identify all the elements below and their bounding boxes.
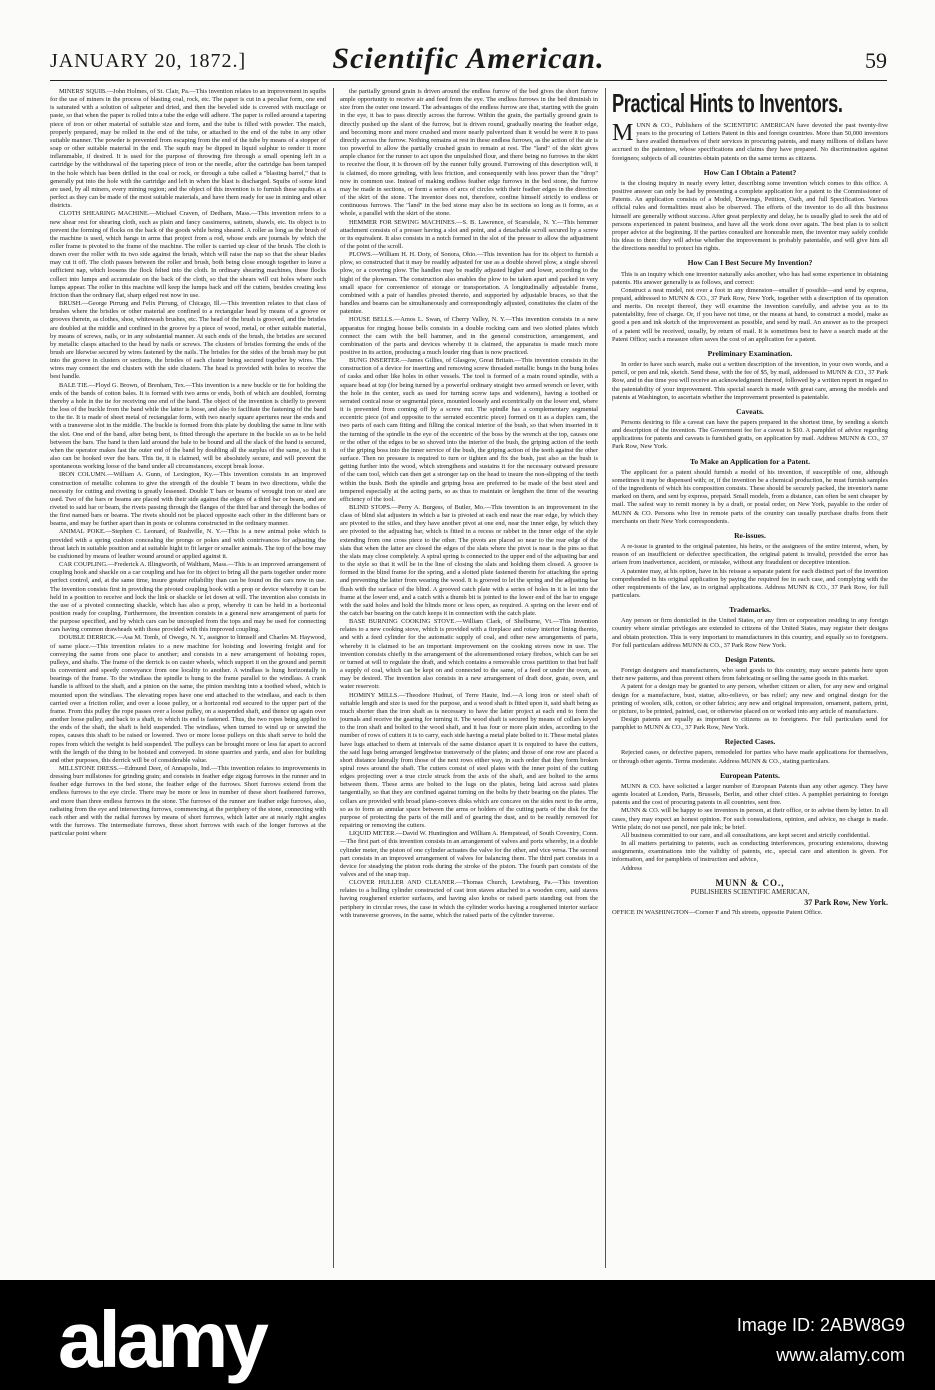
article-paragraph: BALE TIE.—Floyd G. Brown, of Brenham, Tex.—This invention is a new buckle or tie for holding the ends of the bands of cotton bales. It is formed with two arms or ends, both of which are doubled, forming thereby a hole in the tie for receiving one end of the band. The object of the invention is chiefly to prevent the loss of the buckle from the band while the latter is loose, and also to facilitate the fastening of the band to the tie. It is made of sheet metal of rectangular form, with two nearly square apertures near the ends and with a transverse slot in the middle. The buckle is formed from this plate by doubling the same in line with the slot. One end of the band, after being bent, is fitted through the aperture in the buckle so as to be held between the bars. The band is then laid around the bale to be bound and all the slack of the band is secured, when the operator makes fast the outer end of the band by doubling all the surplus of the same, so that it also can be hooked over the bars. This tie, it is claimed, will be absolutely secure, and will prevent the spontaneous working loose of the band under all circumstances, except break loose. [50,381,326,471]
watermark-site: www.alamy.com [776,1345,905,1365]
section-title: Design Patents. [725,654,775,664]
article-column-3 [612,88,888,1268]
section-paragraph: A patent for a design may be granted to any person, whether citizen or alien, for any new and original design for a manufacture, bust, statue, alto-relievo, or bas relief; any new and original design for the printing of woolen, silk, cotton, or other fabrics; any new and original impression, ornament, pattern, print, or picture, to be printed, painted, cast, or otherwise placed on or worked into any article of manufacture. [612,683,888,715]
drop-cap: M [612,120,634,146]
section-paragraph: A re-issue is granted to the original patentee, his heirs, or the assignees of the entire interest, when, by reason of an insufficient or defective specification, the original patent is invalid, provided the error has arisen from inadvertence, accident, or mistake, without any fraudulent or deceptive intention. [612,543,888,567]
section-paragraph: Rejected cases, or defective papers, remodeled for parties who have made applications for themselves, or through other agents. Terms moderate. Address MUNN & CO., stating particulars. [612,749,888,765]
signature-name: MUNN & CO., [715,877,785,888]
watermark-logo: alamy [58,1295,265,1384]
section-paragraph: Foreign designers and manufacturers, who send goods to this country, may secure patents here upon their new patterns, and thus prevent others from fabricating or selling the same goods in this market. [612,667,888,683]
section-title: How Can I Obtain a Patent? [703,167,797,177]
issue-date: JANUARY 20, 1872.] [50,50,247,72]
column-divider [605,88,606,1268]
article-paragraph: PLOWS.—William H. H. Doty, of Sonora, Ohio.—This invention has for its object to furnish a plow, so constructed that it may be readily adjusted for use as a double shovel plow, a single shovel plow, or a covering plow. The handles may be readily adjusted higher and lower, according to the hight of the plowman. The construction also enables the plow to be taken apart and packed in very small space for convenience of storage or transportation. A longitudinally adjustable frame, combined with a pair of handles pivoted thereto, and supported by adjustable braces, so that the handles and beams can be simultaneously and correspondingly adjusted, constitutes the claim of the patentee. [340,251,598,316]
article-paragraph: BUNG INSERTER.—James Gillies, of Glasgow, Great Britain.—This invention consists in the construction of a device for inserting and removing screw threaded metallic bungs in the bung holes of casks and other like holes in other vessels. The tool is formed of a main round spindle, with a square head at top (for being turned by a powerful ordinary straight two armed wrench or lever, with the hole in the center, such as used for turning screw taps and wideners), having a toothed or serrated conical nose or segmental piece, mounted loosely and eccentrically on the lower end, where it is prevented from coming off by a screw nut. The spindle has a complementary segmental eccentric piece (of and opposite to the serrated eccentric piece) formed on it as a duplex cam, the two parts of each cam fitting and filling the conical interior of the bush, so that when inserted in it the turning of the spindle in the eye of the eccentric of the boss by the wrench at the top, causes one or the other of the edges to be so shoved into the interior of the bush, the griping action of the teeth of the griping boss into the inner service of the bush, the griping action of the teeth against the other surface. Then no pressure is required to turn or tighten and fix the bush, just also as the bush is getting further into the wood, which strengthens and sustains it for the necessary outward pressure of the cam tool, which can then get a stronger tap on the head to insure the non-slipping of the teeth within the bush. Both the spindle and griping boss are preferred to be made of the best steel and tempered especially at the acting parts, so as thus to maintain or lengthen the time of the wearing efficiency of the tool. [340,357,598,503]
article-column-2 [340,88,598,1268]
office-line: OFFICE IN WASHINGTON—Corner F and 7th streets, opposite Patent Office. [612,909,823,917]
section-paragraph: All business committed to our care, and all consultations, are kept secret and strictly confidential. [621,831,870,839]
section-paragraph: This is an inquiry which one inventor naturally asks another, who has had some experience in obtaining patents. His answer generally is as follows, and correct: [612,270,888,286]
section-paragraph: In all matters pertaining to patents, such as conducting interferences, procuring extensions, drawing assignments, examinations into the validity of patents, etc., special care and attention is given. For information, and for pamphlets of instruction and advice, [612,840,888,864]
article-paragraph: BASE BURNING COOKING STOVE.—William Clark, of Shelburne, Vt.—This invention relates to a new cooking stove, which is provided with a fireplace and rotary interior lining thereto, and with a feed cylinder for the automatic supply of coal, and other new arrangements of parts, whereby it is claimed to be an important improvement on the cooking stoves now in use. The invention consists chiefly in the arrangement of the aforementioned rotary firebox, which can be set or turned at will to regulate the draft, and which contains a removable cross partition to that but half a supply of coal, which can be kept on and connected to the same, of a feed or under the oven, as may be desired. The invention also consists in a new arrangement of draft door, grate, oven, and water reservoir. [340,618,598,691]
section-title: Caveats. [736,406,764,416]
watermark-meta [737,1310,905,1370]
section-title: To Make an Application for a Patent. [689,456,811,466]
section-paragraph: is the closing inquiry in nearly every letter, describing some invention which comes to this office. A positive answer can only be had by presenting a complete application for a patent to the Commissioner of Patents. An application consists of a Model, Drawings, Petition, Oath, and full Specification. Various official rules and formalities must also be observed. The efforts of the inventor to do all this business himself are generally without success. After great perplexity and delay, he is usually glad to seek the aid of persons experienced in patent business, and have all the work done over again. The best plan is to solicit proper advice at the beginning. If the parties consulted are honorable men, the inventor may safely confide his ideas to them: they will advise whether the improvement is probably patentable, and will give him all the directions needful to protect his rights. [612,179,888,253]
article-paragraph: MILLSTONE DRESS.—Edmund Deer, of Annapolis, Ind.—This invention relates to improvements in dressing burr millstones for grinding grain; and consists in feather edge zigzag furrows in the runner and in feather edge furrows in the bed stone, the feather edge of the furrows. Short furrows extend from the endless furrows to the eye circle. There may be more or less in number of these short feathered furrows, and more than three endless furrows in the stone. The furrows of the runner are feather edge furrows, also, radiating from the eye and intersecting furrows, commencing at the periphery of the stone, connecting with each other and with the radial furrows by means of short furrows, which latter are at nearly right angles with the furrows. The intermediate furrows, these short furrows with each of the longer furrows at the particular point where [50,764,326,838]
section-title: How Can I Best Secure My Invention? [687,258,813,268]
article-paragraph: LIQUID METER.—David W. Huntington and William A. Hempstead, of South Coventry, Conn.—The first part of this invention consists in an arrangement of valves and ports whereby, in a double cylinder meter, the piston of one cylinder actuates the valve for the other, and vice versa. The second part consists in an improved arrangement of valves for balancing them. The third part consists in a device for steadying the piston rods during the stroke of the piston. The fourth part consists of the valves and of the snap trap. [340,830,598,878]
masthead [50,44,887,80]
section-paragraph: MUNN & CO. have solicited a larger number of European Patents than any other agency. They have agents located at London, Paris, Brussels, Berlin, and other chief cities. A pamphlet pertaining to foreign patents and the cost of procuring patents in all countries, sent free. [612,782,888,807]
section-title: European Patents. [720,770,780,780]
intro-text: UNN & CO., Publishers of the SCIENTIFIC AMERICAN have devoted the past twenty-five years to the procuring of Letters Patent in this and foreign countries. More than 50,000 inventors have availed themselves of their services in procuring patents, and many millions of dollars have accrued to the patentees, whose specifications and claims they have prepared. No discrimination against foreigners; subjects of all countries obtain patents on the same terms as citizens. [612,122,888,162]
article-column-1 [50,88,326,1268]
section-heading: Practical Hints to Inventors. [612,88,843,118]
masthead-rule [50,80,887,81]
article-paragraph: IRON COLUMN.—William A. Gunn, of Lexington, Ky.—This invention consists in an improved construction of metallic columns to give the strength of the double T beam in two directions, while the necessity for cutting and riveting is greatly lessened. Double T bars or beams of wrought iron or steel are used. Two of the bars or beams are placed with their side against the edges of a third bar or beam, and are riveted to said bar or beam, the rivets passing through the flanges of the third bar and through the bodies of the first named bars or beams. The rivets should not be placed opposite each other in the different bars or beams, and may be further apart than in posts or columns constructed in the ordinary manner. [50,471,326,528]
section-paragraph: Construct a neat model, not over a foot in any dimension—smaller if possible—and send by express, prepaid, addressed to MUNN & CO., 37 Park Row, New York, together with a description of its operation and merits. On receipt thereof, they will examine the invention carefully, and advise you as to its patentability, free of charge. Or, if you have not time, or the means at hand, to construct a model, make as good a pen and ink sketch of the improvement as possible, and send by mail. An answer as to the prospect of a patent will be received, usually, by return of mail. It is sometimes best to have a search made at the Patent Office; such a measure often saves the cost of an application for a patent. [612,286,888,343]
signature-block [612,879,888,918]
section-paragraph: Any person or firm domiciled in the United States, or any firm or corporation residing in any foreign country where similar privileges are extended to citizens of the United States, may register their designs and obtain protection. This is very important to manufacturers in this country, and equally so to foreigners. For full particulars address MUNN & CO., 37 Park Row New York. [612,617,888,649]
article-paragraph: the partially ground grain is driven around the endless furrow of the bed gives the short furrow ample opportunity to receive air and feed from the eye. The endless furrows in the bed diminish in size from the outer one inward. The advantages of the endless furrow are that, starting with the grain in the eye, it has to pass directly across the furrow. Within the grain, the partially ground grain is directly pushed up the slant of the furrow, but is driven round, gradually nearing the feather edge, and becoming more and more crushed and more nearly pulverized than it would be were it to pass directly across the furrow. Nothing remains at rest in these endless furrows, as the action of the air is too powerful to allow the partially crushed grain to remain at rest. The "land" of the skirt gives ample chance for the runner to act upon the unpulished flour, and there being no furrows in the skirt to receive the flour, it is thrown off by the runner fully ground. Furrowing of this description will, it is claimed, do more grinding, with less friction, and consequently with less power than the "drop" now in common use. Instead of making endless feather edge furrows in the bed stone, the furrow may be made in sections, or form a series of arcs of circles with their feather edges in the direction of the skirt of the stone. The inventor does not, therefore, confine himself strictly to endless or continuous furrows. The "land" in the bed stone may also be in sections so long as it forms, as a whole, a parallel with the skirt of the stone. [340,88,598,218]
article-paragraph: MINERS' SQUIB.—John Holmes, of St. Clair, Pa.—This invention relates to an improvement in squibs for the use of miners in the process of blasting coal, rock, etc. The paper is cut in a peculiar form, one end is saturated with a solution of saltpeter and dried, and then the beveled side is covered with mucilage or paste, so that when the paper is rolled into a tube the edge will adhere. The paper is rolled around a tapering piece of iron or other material of suitable size and form, and the tube is filled with powder. The match, properly prepared, may be rolled in the end of the tube, or attached to the end of the tube in any other suitable manner. The powder is prevented from escaping from the end of the tube by means of a stopper of soap or other suitable material in the end. The squib may be dipped in liquid sulphur to render it more inflammable, if desired. It is used for the purpose of throwing fire through a small opening left in a cartridge by the withdrawal of the tapering piece of iron or the needle, after the cartridge has been tamped in the hole which has been drilled in the coal or rock, or through a tube called a "blasting barrel," that is generally put into the hole with the cartridge and left in when the blast is discharged. Squibs of some kind are used, by all miners, every mining region; and the object of this invention is to furnish these squibs at a perfect as they can be made of the most suitable materials, and have them ready for use in mining and other districts. [50,88,326,210]
section-paragraph: In order to have such search, make out a written description of the invention, in your own words, and a pencil, or pen and ink, sketch. Send these, with the fee of $5, by mail, addressed to MUNN & CO., 37 Park Row, and in due time you will receive an acknowledgment thereof, followed by a written report in regard to the patentability of your improvement. This special search is made with great care, among the models and patents at Washington, to ascertain whether the improvement presented is patentable. [612,361,888,401]
section-paragraph: MUNN & CO. will be happy to see inventors in person, at their office, or to advise them by letter. In all cases, they may expect an honest opinion. For such consultations, opinion, and advice, no charge is made. Write plain; do not use pencil, nor pale ink; be brief. [612,807,888,831]
section-title: Re-issues. [734,530,766,540]
section-title: Preliminary Examination. [707,348,793,358]
article-paragraph: BLIND STOPS.—Perry A. Burgess, of Butler, Mo.—This invention is an improvement in the class of blind slat adjusters in which a bar is pivoted at each end near the rear edge, by which they are pivoted to the stiles, and they have another pivot at one end, near the inner edge, by which they are pivoted to the adjusting bar, which is fitted in a recess or rabbet in the inner edge of the style extending from one cross piece to the other. The pivots are placed so near to the rear edge of the slats that when the latter are closed the edges of the slats where the pivot is near is the pins so that the slats may close completely. A spiral spring is connected to the upper end of the adjusting bar and to the style so that it will be in the line of closing the slats and holding them closed. A groove is formed in the blind frame for the spring, and a slotted plate fastened therein for attaching the spring and preventing the latter from wearing the wood. It is grooved to let the spring and the adjusting bar flush with the surface of the blind. A grooved catch plate with a series of holes in it is let into the frame at the lower end, and a catch with a thumb bit is jointed to the lower end of the bar to engage with the said holes and hold the blinds more or less open, as required. A spring on the lever end of the catch bar bearing on the catch keeps it in connection with the catch plate. [340,503,598,617]
page-number: 59 [865,48,887,73]
article-paragraph: BRUSH.—George Pirrung and Felix Pirrung, of Chicago, Ill.—This invention relates to that class of brushes where the bristles or other material are confined to a rectangular head by means of a groove or grooves therein, as clothes, shoe, whitewash brushes, etc. The head of the brush is grooved, and the bristles are doubled at the middle and confined in the groove by a piece of wood, metal, or other suitable material, by means of screws, nails, or in any substantial manner. At such ends of the brush, the bristles are secured by metallic clasps attached to the head by nails or screws. The clusters of bristles forming the ends of the brush are likewise secured by wires fastened by the nails. The bristles for the sides of the brush may be put into the groove in clusters or sections, the bristles of each cluster being secured together by wires. The wires may connect the end clusters with the side clusters. The head is provided with holes to receive the best handle. [50,300,326,381]
article-paragraph: ANIMAL POKE.—Stephen C. Leonard, of Rushville, N. Y.—This is a new animal poke which is provided with a spring cushion concealing the prongs or pokes and with contrivances for adjusting the throat latch in suitable position and at suitable hight to fit larger or smaller animals. The top of the bow may be cushioned by means of leather wound around or applied against it. [50,528,326,560]
section-paragraph: Persons desiring to file a caveat can have the papers prepared in the shortest time, by sending a sketch and description of the invention. The Government fee for a caveat is $10. A pamphlet of advice regarding applications for patents and caveats is furnished gratis, on application by mail. Address MUNN & CO., 37 Park Row, New York. [612,419,888,451]
article-paragraph: CLOTH SHEARING MACHINE.—Michael Craven, of Dedham, Mass.—This invention refers to a new shear rest for shearing cloth, such as plain and fancy cassimeres, satinets, shawls, etc. Its object is to prevent the forming of flocks on the back of the goods while being sheared. A roller as long as the brush of the machine is used, which hangs in arms that project from a rod, whose ends are journals by which the roller frame is pivoted to the frame of the machine. The roller is carried up clear of the brush. The cloth is drawn over the roller with its two side against the brush, which will raise the nap so that the shear blades may cut it off. The cloth passes between the roller and brush, both being close enough together to leave a sufficient nap, which loosens the flock felted into the cloth. In ordinary shearing machines, these flocks collect into lumps and accumulate on the back of the cloth, so that the shears will cut holes where such lumps appear. The roller in this machine will keep the lumps back and off the cutters, besides creating less friction than the ordinary flat, sharp edged rest now in use. [50,210,326,299]
signature-address: 37 Park Row, New York. [804,897,888,907]
article-paragraph: CLOVER HULLER AND CLEANER.—Thomas Church, Lewisburg, Pa.—This invention relates to a hulling cylinder constructed of cast iron staves attached to a wooden core, said staves having roughened exterior surfaces, and having also knobs or raised parts standing out from the periphery in circular rows, the case in which the cylinder works having a roughened interior surface with transverse grooves, in the same, which the raised parts of the cylinder traverse. [340,879,598,919]
section-paragraph: Design patents are equally as important to citizens as to foreigners. For full particulars send for pamphlet to MUNN & CO., 37 Park Row, New York. [612,716,888,732]
intro-paragraph [612,122,888,163]
watermark-image-id: Image ID: 2ABW8G9 [736,1315,905,1335]
watermark-banner [0,1280,935,1390]
section-paragraph: The applicant for a patent should furnish a model of his invention, if susceptible of one, although sometimes it may be dispensed with; or, if the invention be a chemical production, he must furnish samples of the ingredients of which his composition consists. These should be securely packed, the inventor's name marked on them, and sent by express, prepaid. Small models, from a distance, can often be sent cheaper by mail. The safest way to remit money is by a draft, or postal order, on New York, payable to the order of MUNN & CO. Persons who live in remote parts of the country can usually purchase drafts from their merchants on their New York correspondents. [612,468,888,525]
column-divider [333,88,334,1268]
section-title: Rejected Cases. [724,737,776,747]
article-paragraph: CAR COUPLING.—Frederick A. Illingworth, of Waltham, Mass.—This is an improved arrangement of coupling hook and shackle on a car coupling and has for its object to bring all the parts together under more perfect control, and, at the same time, insure greater reliability than can be found on the cars now in use. The invention consists first in providing the pivoted coupling hook with a prop or device whereby it can be held in a position to receive and lock the link or shackle or let down at will. The invention also consists in the use of a pivoted connecting shackle, which has also a prop, whereby it can be held in a horizontal position ready for coupling. Furthermore, the invention consists in a general new arrangement of parts for the purpose specified, and by which cars can be uncoupled from the tops and may be used for connecting cars having common drawheads with those provided with this improved coupling. [50,561,326,634]
section-title: Trademarks. [729,605,771,615]
section-paragraph: A patentee may, at his option, have in his reissue a separate patent for each distinct part of the invention comprehended in his original application by paying the required fee in each case, and complying with the other requirements of the law, as in original applications. Address MUNN & CO., 37 Park Row, for full particulars. [612,567,888,599]
article-paragraph: DOUBLE DERRICK.—Asa M. Tomb, of Owego, N. Y., assignor to himself and Charles M. Haywood, of same place.—This invention relates to a new machine for hoisting and lowering freight and for conveying the same from one place to another; and consists in a new arrangement of hoisting ropes, pulleys, and shafts. The frame of the derrick is on caster wheels, which support it on the ground and permit its convenient and speedy conveyance from one locality to another. A windlass is hung horizontally in bearings of the frame. To the windlass the spindle is hung to the frame parallel to the windlass. A crank handle is affixed to the shaft, and a pinion on the same, the pinion meshing into a toothed wheel, which is mounted upon the windlass. The elevating ropes have one end attached to the windlass, and each is then carried over a friction roller, and over a loose pulley, or a horizontal rod secured to the upper part of the frame. From this pulley the rope passes over a loose pulley, on a suspended shaft, and thence up again over another loose pulley, and back to a shaft, to which its end is fastened. Thus, the two ropes being applied to the ends of the shaft, the shaft is held suspended. The windlass, when turned to wind up or unwind the ropes, causes this shaft to be raised or lowered. Two or more loose pulleys on this shaft serve to hold the ropes from which the weight is held suspended. The pulleys can be brought more or less far apart to accord with the length of the thing to be hoisted and conveyed. In stone quarries and yards, and also for building and other purposes, this derrick will be of considerable value. [50,634,326,764]
article-paragraph: HOMINY MILLS.—Theodore Hudnut, of Terre Haute, Ind.—A long iron or steel shaft of suitable length and size is used for the purpose, and a wood shaft is fitted upon it, said shaft being as much shorter than the iron shaft as is necessary to have the latter project at each end to form the journals and receive the gearing for turning it. The wood shaft is secured by means of collars keyed to the iron shaft and bolted to the wood shaft, and it has four or more plain sides, according to the number of rows of cutters it is to carry, each side having a metal plate bolted to it. These metal plates have lugs attached to them at intervals of the same distance apart it is required to have the cutters, the said lugs being arranged lengthwise transversely of the plates; and those of one row are placed a short distance laterally from those of the next rows either way, in such order that they form broken spiral rows around the shaft. The cutters consist of steel plates with the inner point of the cutting edges projecting over a true circle struck from the axis of the shaft, and are bolted to the arms between them. These arms are bolted to the lugs on the plates, being laid across said plates tangentially, so that they are confined against turning on the bolts by their bearing on the plates. The collars are provided with broad plano-convex disks which are concave on the sides next to the arms, so as to form an annular space between the arms or holders of the cutting parts of the disk for the purpose of protecting the parts of the mill and of gearing the dust, and to be readily removed for repairing or removing the cutters. [340,691,598,830]
address-label: Address [621,864,642,872]
hint-sections [612,169,888,865]
article-paragraph: HEMMER FOR SEWING MACHINES.—S. B. Lawrence, of Scarsdale, N. Y.—This hemmer attachment consists of a presser having a slot and point, and a detachable scroll secured by a screw or its equivalent. It also consists in a notch formed in the slot of the presser to allow the adjustment of the point of the scroll. [340,218,598,250]
signature-publisher: PUBLISHERS SCIENTIFIC AMERICAN, [690,888,810,896]
publication-title: Scientific American. [332,42,605,75]
article-paragraph: HOUSE BELLS.—Amos L. Swan, of Cherry Valley, N. Y.—This invention consists in a new apparatus for ringing house bells consists in a double rocking cam and two slotted plates which connect the cam with the bell hammer, and in the general construction, arrangement, and combination of the parts and devices whereby it is claimed, the apparatus is made much more positive in its action, producing a much louder ring than is now practiced. [340,316,598,356]
